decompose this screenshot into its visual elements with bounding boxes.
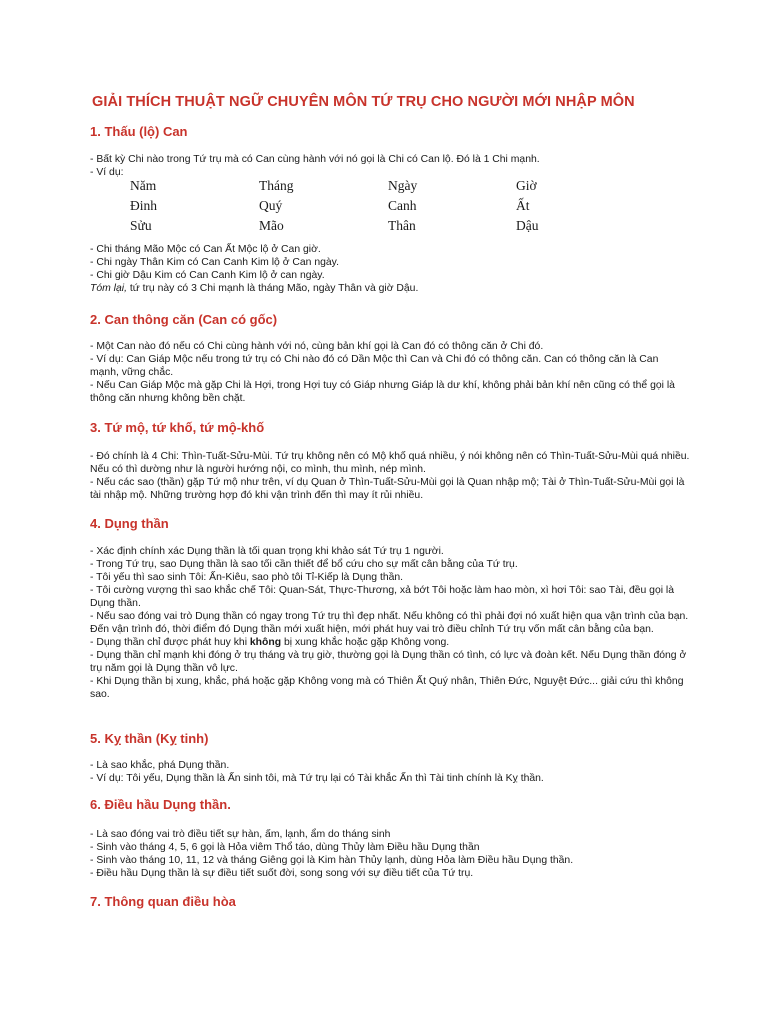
document-title: GIẢI THÍCH THUẬT NGỮ CHUYÊN MÔN TỨ TRỤ CHO NGƯỜI MỚI NHẬP MÔN: [92, 94, 635, 110]
section-3-body: [90, 450, 690, 502]
table-cell: Giờ: [516, 178, 537, 193]
paragraph-line: - Nếu các sao (thần) gặp Tứ mộ như trên, ví dụ Quan ở Thìn-Tuất-Sửu-Mùi gọi là Quan nhập mộ; Tài ở Thìn-Tuất-Sửu-Mùi gọi là tài nhập mộ. Những trường hợp đó khi vận trình đến thì may ít rủi nhiều.: [90, 477, 685, 501]
section-4-heading: 4. Dụng thần: [90, 516, 169, 531]
paragraph-line: - Khi Dụng thần bị xung, khắc, phá hoặc gặp Không vong mà có Thiên Ất Quý nhân, Thiên Đức, Nguyệt Đức... giải cứu thì không sao.: [90, 676, 684, 700]
summary-text: tứ trụ này có 3 Chi mạnh là tháng Mão, ngày Thân và giờ Dậu.: [126, 283, 419, 294]
table-cell: Mão: [259, 218, 284, 233]
paragraph-line: - Nếu sao đóng vai trò Dụng thần có ngay trong Tứ trụ thì đẹp nhất. Nếu không có thì phải đợi nó xuất hiện qua vận trình của bạn. Đến vận trình đó, thời điểm đó Dụng thần mới xuất hiện, mới phát huy vai trò điều chỉnh Tứ trụ vốn mất cân bằng của bạn.: [90, 611, 689, 635]
table-cell: Đinh: [130, 198, 157, 213]
paragraph-line: - Một Can nào đó nếu có Chi cùng hành với nó, cùng bản khí gọi là Can đó có thông căn ở Chi đó.: [90, 341, 544, 352]
table-cell: Quý: [259, 198, 283, 213]
emphasis-text: không: [249, 637, 282, 648]
section-6-body: [90, 828, 690, 880]
paragraph-line: - Tôi cường vượng thì sao khắc chế Tôi: Quan-Sát, Thực-Thương, xả bớt Tôi hoặc làm hao mòn, xì hơi Tôi: sao Tài, đều gọi là Dụng thần.: [90, 585, 675, 609]
section-2-heading: 2. Can thông căn (Can có gốc): [90, 312, 278, 327]
paragraph-line: - Ví dụ: Can Giáp Mộc nếu trong tứ trụ có Chi nào đó có Dần Mộc thì Can và Chi đó có thông căn. Can có thông căn là Can mạnh, vững chắc.: [90, 354, 659, 378]
paragraph-line: - Sinh vào tháng 10, 11, 12 và tháng Giêng gọi là Kim hàn Thủy lạnh, dùng Hỏa làm Điều hầu Dụng thần.: [90, 855, 574, 866]
text-run: - Dụng thần chỉ được phát huy khi: [90, 637, 250, 648]
paragraph-line: - Ví dụ: Tôi yếu, Dụng thần là Ấn sinh tôi, mà Tứ trụ lại có Tài khắc Ấn thì Tài tinh chính là Kỵ thần.: [90, 773, 544, 784]
paragraph-line: [90, 636, 690, 649]
section-3-heading: 3. Tứ mộ, tứ khố, tứ mộ-khố: [90, 420, 265, 435]
section-5-heading: 5. Kỵ thần (Kỵ tinh): [90, 731, 209, 746]
section-6-heading: 6. Điều hầu Dụng thần.: [90, 797, 231, 812]
table-cell: Ất: [516, 198, 530, 213]
paragraph-line: - Bất kỳ Chi nào trong Tứ trụ mà có Can cùng hành với nó gọi là Chi có Can lộ. Đó là 1 Chi mạnh.: [90, 154, 540, 165]
paragraph-line: - Nếu Can Giáp Mộc mà gặp Chi là Hợi, trong Hợi tuy có Giáp nhưng Giáp là dư khí, không phải bản khí nên cũng có thể gọi là thông căn nhưng không bền chặt.: [90, 380, 675, 404]
paragraph-line: - Ví dụ:: [90, 167, 124, 178]
table-cell: Canh: [388, 198, 417, 213]
paragraph-line: - Trong Tứ trụ, sao Dụng thần là sao tối cần thiết để bổ cứu cho sự mất cân bằng của Tứ trụ.: [90, 559, 518, 570]
paragraph-line: - Tôi yếu thì sao sinh Tôi: Ấn-Kiêu, sao phò tôi Tỉ-Kiếp là Dụng thần.: [90, 572, 404, 583]
paragraph-line: - Dụng thần chỉ mạnh khi đóng ở trụ tháng và trụ giờ, thường gọi là Dụng thần có tình, có lực và đoàn kết. Nếu Dụng thần đóng ở trụ năm gọi là Dụng thần vô lực.: [90, 650, 687, 674]
text-run: bị xung khắc hoặc gặp Không vong.: [281, 637, 450, 648]
paragraph-line: - Chi giờ Dậu Kim có Can Canh Kim lộ ở can ngày.: [90, 270, 325, 281]
section-1-heading: 1. Thấu (lộ) Can: [90, 124, 188, 139]
table-cell: Thân: [388, 218, 416, 233]
paragraph-line: - Chi tháng Mão Mộc có Can Ất Mộc lộ ở Can giờ.: [90, 244, 321, 255]
paragraph-line: - Chi ngày Thân Kim có Can Canh Kim lộ ở Can ngày.: [90, 257, 339, 268]
paragraph-line: - Sinh vào tháng 4, 5, 6 gọi là Hỏa viêm Thổ táo, dùng Thủy làm Điều hầu Dụng thần: [90, 842, 480, 853]
section-5-body: [90, 759, 690, 785]
paragraph-line: - Xác định chính xác Dụng thần là tối quan trọng khi khảo sát Tứ trụ 1 người.: [90, 546, 444, 557]
section-1-body: [90, 243, 690, 295]
table-cell: Ngày: [388, 178, 418, 193]
section-7-heading: 7. Thông quan điều hòa: [90, 894, 236, 909]
section-1-intro: [90, 153, 690, 179]
paragraph-line: - Là sao khắc, phá Dụng thần.: [90, 760, 230, 771]
section-4-body: [90, 545, 690, 701]
summary-line: [90, 282, 690, 295]
paragraph-line: - Là sao đóng vai trò điều tiết sự hàn, ấm, lạnh, ẩm do tháng sinh: [90, 829, 391, 840]
table-cell: Tháng: [259, 178, 294, 193]
section-2-body: [90, 340, 690, 405]
paragraph-line: - Đó chính là 4 Chi: Thìn-Tuất-Sửu-Mùi. Tứ trụ không nên có Mộ khố quá nhiều, ý nói không nên có Thìn-Tuất-Sửu-Mùi quá nhiều. Nếu có thì dường như là người hướng nội, co mình, thu mình, nép mình.: [90, 451, 690, 475]
table-cell: Dậu: [516, 218, 539, 233]
summary-lead: Tóm lại,: [90, 283, 127, 294]
paragraph-line: - Điều hầu Dụng thần là sự điều tiết suốt đời, song song với sự điều tiết của Tứ trụ.: [90, 868, 474, 879]
table-cell: Năm: [130, 178, 157, 193]
table-cell: Sửu: [130, 218, 152, 233]
